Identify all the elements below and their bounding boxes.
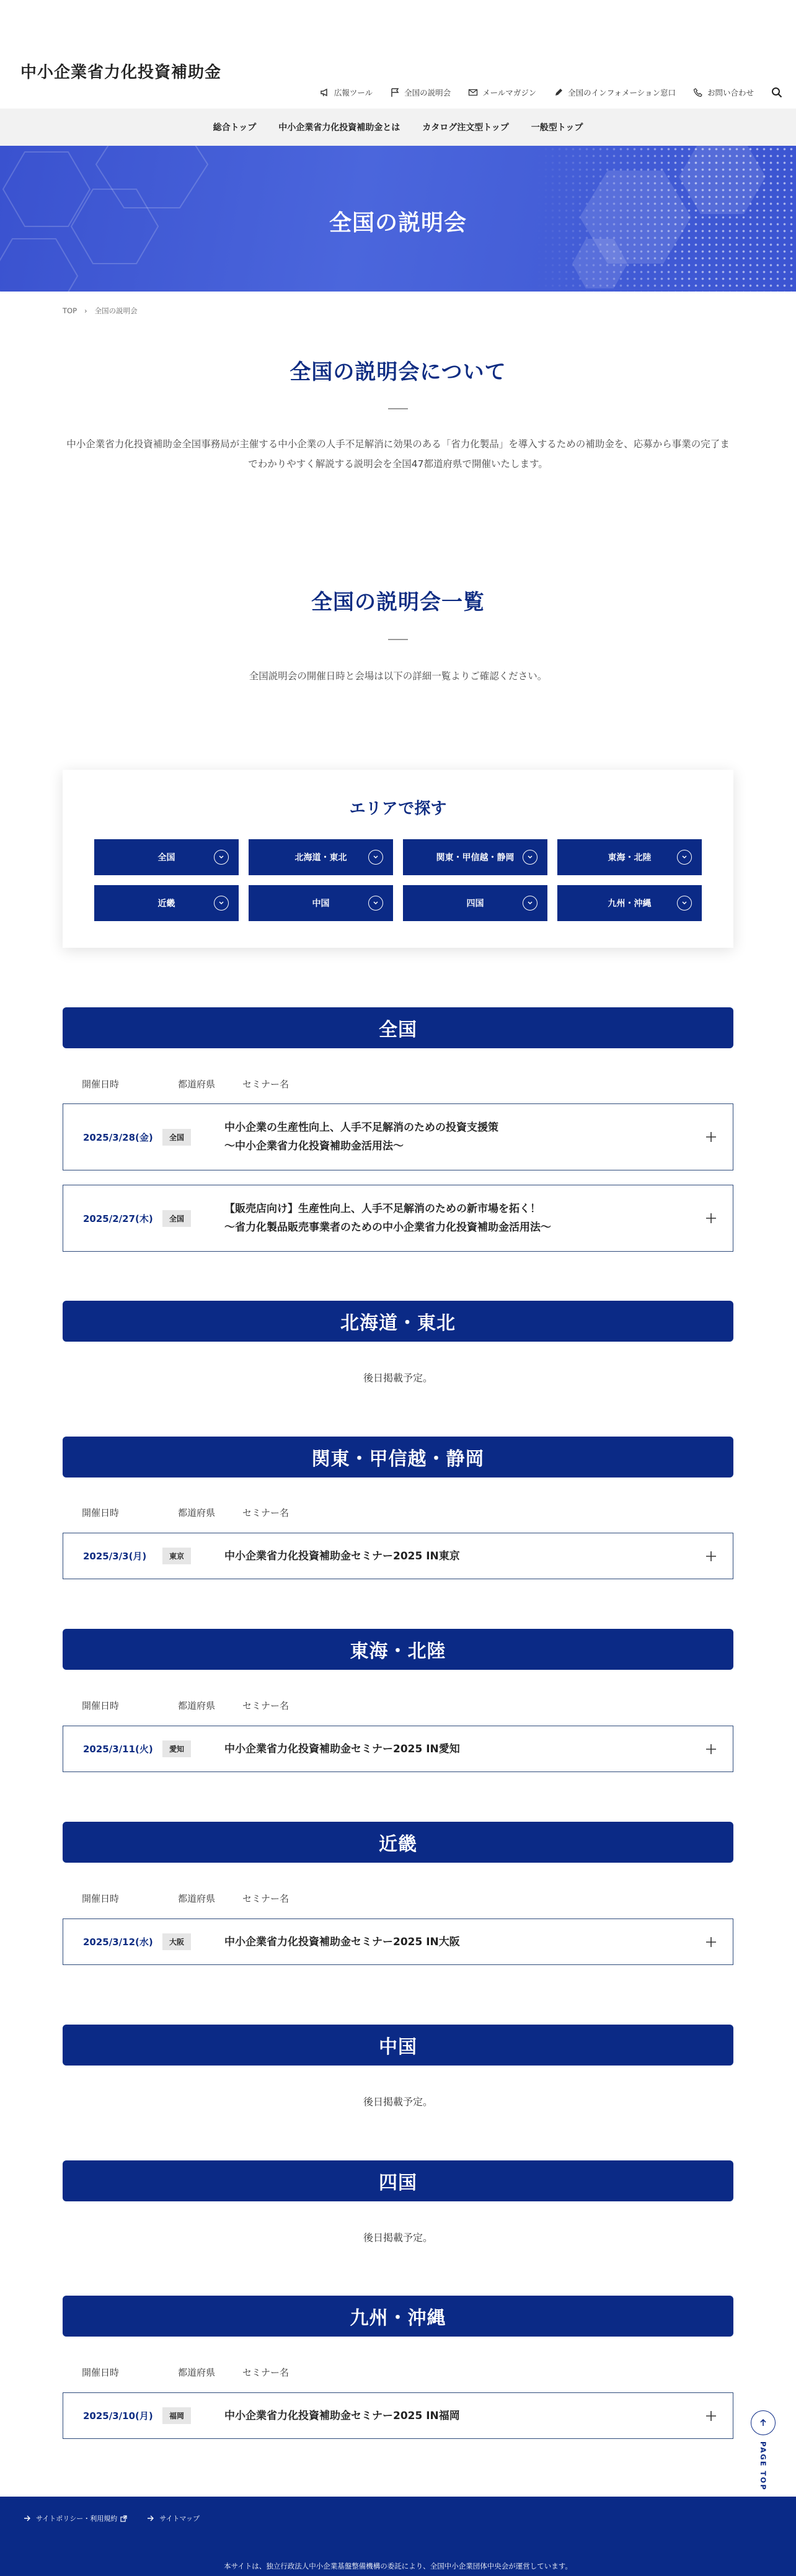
footer-link-label: サイトポリシー・利用規約	[36, 2515, 118, 2523]
footer-link-label: サイトマップ	[159, 2515, 200, 2523]
area-search-box	[63, 770, 733, 948]
column-headers	[82, 2366, 289, 2379]
mail-icon	[468, 87, 478, 97]
title-divider	[388, 408, 408, 409]
seminar-pref	[162, 1740, 224, 1757]
chevron-down-icon	[523, 850, 537, 865]
column-header-pref: 都道府県	[178, 1079, 216, 1090]
seminar-name	[224, 1118, 689, 1156]
search-button[interactable]	[771, 87, 782, 98]
chevron-down-icon	[677, 850, 692, 865]
column-header-date: 開催日時	[82, 1079, 120, 1090]
footer-note: 本サイトは、独立行政法人中小企業基盤整備機構の委託により、全国中小企業団体中央会が運営しています。	[224, 2562, 572, 2570]
util-nav-info-desk[interactable]	[554, 87, 676, 98]
breadcrumb	[63, 306, 138, 316]
seminar-date: 2025/3/12(水)	[83, 1936, 153, 1948]
column-header-name: セミナー名	[242, 1507, 290, 1518]
seminar-title: 【販売店向け】生産性向上、人手不足解消のための新市場を拓く！	[224, 1203, 541, 1215]
expand-button[interactable]	[689, 2410, 733, 2422]
area-button-kyushu-okinawa[interactable]	[557, 885, 702, 921]
seminar-name	[224, 1200, 689, 1237]
arrow-up-icon	[751, 2410, 776, 2435]
util-nav-label: お問い合わせ	[707, 88, 754, 97]
site-header	[0, 0, 796, 109]
page-top-button[interactable]	[751, 2410, 776, 2491]
area-button-national[interactable]	[94, 839, 239, 875]
seminar-row[interactable]	[63, 2392, 733, 2439]
seminar-title: 中小企業の生産性向上、人手不足解消のための投資支援策	[224, 1121, 498, 1134]
pref-badge: 大阪	[162, 1933, 191, 1950]
page-title: 全国の説明会	[329, 210, 467, 236]
util-nav-pr-tools[interactable]	[320, 87, 373, 98]
footer-links	[24, 2513, 219, 2523]
global-nav-item-catalog[interactable]: カタログ注文型トップ	[422, 123, 509, 133]
seminar-row[interactable]	[63, 1919, 733, 1965]
column-header-pref: 都道府県	[178, 1893, 216, 1904]
column-header-date: 開催日時	[82, 1700, 120, 1711]
seminar-title: 中小企業省力化投資補助金セミナー2025 IN福岡	[224, 2409, 460, 2422]
expand-button[interactable]	[689, 1744, 733, 1755]
region-heading-national: 全国	[63, 1007, 733, 1048]
footer-link-sitemap[interactable]	[147, 2513, 200, 2523]
plus-icon	[705, 1213, 717, 1224]
pen-icon	[554, 87, 564, 97]
plus-icon	[705, 1551, 717, 1562]
seminar-date: 2025/3/3(月)	[83, 1551, 147, 1562]
column-header-date: 開催日時	[82, 1893, 120, 1904]
list-text: 全国説明会の開催日時と会場は以下の詳細一覧よりご確認ください。	[249, 671, 547, 682]
util-nav-label: 広報ツール	[334, 88, 373, 97]
site-footer	[0, 2497, 796, 2576]
title-divider	[388, 639, 408, 640]
util-nav-label: 全国の説明会	[404, 88, 451, 97]
hero-banner	[0, 146, 796, 292]
external-link-icon	[120, 2515, 127, 2522]
chevron-down-icon	[214, 896, 229, 911]
area-button-label: 四国	[466, 899, 484, 909]
area-button-label: 全国	[157, 853, 175, 863]
coming-soon-text: 後日掲載予定。	[363, 2232, 433, 2244]
column-header-name: セミナー名	[242, 1700, 290, 1711]
area-button-label: 中国	[312, 899, 330, 909]
seminar-date: 2025/3/11(火)	[83, 1744, 153, 1755]
column-header-pref: 都道府県	[178, 1507, 216, 1518]
expand-button[interactable]	[689, 1936, 733, 1948]
region-heading-hokkaido-tohoku: 北海道・東北	[63, 1301, 733, 1342]
util-nav-briefings[interactable]	[390, 87, 451, 98]
arrow-right-icon	[147, 2515, 154, 2521]
column-headers	[82, 1699, 289, 1712]
region-heading-shikoku: 四国	[63, 2160, 733, 2201]
pref-badge: 東京	[162, 1548, 191, 1564]
expand-button[interactable]	[689, 1551, 733, 1562]
seminar-pref	[162, 1933, 224, 1950]
column-header-pref: 都道府県	[178, 2367, 216, 2378]
site-title-link[interactable]: 中小企業省力化投資補助金	[20, 63, 222, 82]
seminar-pref	[162, 1548, 224, 1564]
seminar-row[interactable]	[63, 1726, 733, 1772]
megaphone-icon	[320, 87, 330, 97]
seminar-row[interactable]	[63, 1103, 733, 1170]
seminar-row[interactable]	[63, 1185, 733, 1252]
breadcrumb-current: 全国の説明会	[94, 306, 138, 315]
global-nav-item-top[interactable]: 総合トップ	[213, 123, 257, 133]
about-text: 中小企業省力化投資補助金全国事務局が主催する中小企業の人手不足解消に効果のある「省力化製品」を導入するための補助金を、応募から事業の完了までわかりやすく解説する説明会を全国47都道府県で開催いたします。	[66, 439, 730, 470]
seminar-title: 中小企業省力化投資補助金セミナー2025 IN愛知	[224, 1742, 460, 1755]
pref-badge: 全国	[162, 1210, 191, 1227]
flag-icon	[390, 87, 400, 97]
column-headers	[82, 1506, 289, 1519]
area-button-shikoku[interactable]	[403, 885, 547, 921]
region-heading-kyushu-okinawa: 九州・沖縄	[63, 2296, 733, 2337]
coming-soon-text: 後日掲載予定。	[363, 1372, 433, 1384]
global-nav-item-general[interactable]: 一般型トップ	[531, 123, 583, 133]
column-header-name: セミナー名	[242, 2367, 290, 2378]
chevron-down-icon	[368, 850, 383, 865]
region-heading-tokai-hokuriku: 東海・北陸	[63, 1629, 733, 1670]
pref-badge: 全国	[162, 1129, 191, 1146]
pref-badge: 福岡	[162, 2407, 191, 2424]
page-top-label: PAGE TOP	[759, 2441, 767, 2491]
seminar-row[interactable]	[63, 1533, 733, 1579]
list-title: 全国の説明会一覧	[311, 590, 485, 615]
global-nav	[0, 109, 796, 146]
seminar-pref	[162, 1210, 224, 1227]
seminar-date: 2025/3/28(金)	[83, 1131, 153, 1143]
area-button-kanto[interactable]	[403, 839, 547, 875]
chevron-right-icon: ›	[84, 306, 87, 315]
seminar-date: 2025/2/27(木)	[83, 1213, 153, 1224]
area-button-label: 北海道・東北	[294, 853, 347, 863]
footer-link-site-policy[interactable]	[24, 2513, 127, 2523]
seminar-date: 2025/3/10(月)	[83, 2410, 153, 2422]
breadcrumb-home[interactable]: TOP	[63, 306, 77, 315]
region-heading-kinki: 近畿	[63, 1822, 733, 1863]
plus-icon	[705, 1936, 717, 1948]
region-heading-kanto: 関東・甲信越・静岡	[63, 1437, 733, 1477]
expand-button[interactable]	[689, 1131, 733, 1143]
chevron-down-icon	[368, 896, 383, 911]
about-title: 全国の説明会について	[290, 360, 506, 385]
arrow-right-icon	[24, 2515, 31, 2521]
pref-badge: 愛知	[162, 1740, 191, 1757]
global-nav-item-about[interactable]: 中小企業省力化投資補助金とは	[278, 123, 400, 133]
chevron-down-icon	[523, 896, 537, 911]
column-headers	[82, 1892, 289, 1905]
search-icon	[771, 87, 782, 98]
area-button-label: 九州・沖縄	[608, 899, 652, 909]
area-button-label: 近畿	[157, 899, 175, 909]
column-header-date: 開催日時	[82, 1507, 120, 1518]
area-button-label: 東海・北陸	[608, 853, 652, 863]
util-nav-mail-magazine[interactable]	[468, 87, 536, 98]
column-header-pref: 都道府県	[178, 1700, 216, 1711]
seminar-pref	[162, 2407, 224, 2424]
plus-icon	[705, 1744, 717, 1755]
plus-icon	[705, 1131, 717, 1143]
column-header-name: セミナー名	[242, 1893, 290, 1904]
util-nav-contact[interactable]	[693, 87, 754, 98]
column-headers	[82, 1077, 289, 1090]
seminar-title: 中小企業省力化投資補助金セミナー2025 IN東京	[224, 1549, 460, 1562]
expand-button[interactable]	[689, 1213, 733, 1224]
utility-nav	[303, 87, 782, 98]
area-button-label: 関東・甲信越・静岡	[436, 853, 515, 863]
plus-icon	[705, 2410, 717, 2422]
util-nav-label: 全国のインフォメーション窓口	[568, 88, 676, 97]
region-heading-chugoku: 中国	[63, 2025, 733, 2066]
area-button-hokkaido-tohoku[interactable]	[249, 839, 393, 875]
phone-icon	[693, 87, 703, 97]
area-search-title: エリアで探す	[349, 800, 447, 818]
area-button-chugoku[interactable]	[249, 885, 393, 921]
area-button-kinki[interactable]	[94, 885, 239, 921]
area-button-grid	[94, 839, 702, 921]
column-header-date: 開催日時	[82, 2367, 120, 2378]
chevron-down-icon	[214, 850, 229, 865]
seminar-subtitle: 〜省力化製品販売事業者のための中小企業省力化投資補助金活用法〜	[224, 1221, 551, 1234]
coming-soon-text: 後日掲載予定。	[363, 2096, 433, 2108]
column-header-name: セミナー名	[242, 1079, 290, 1090]
seminar-pref	[162, 1129, 224, 1146]
seminar-subtitle: 〜中小企業省力化投資補助金活用法〜	[224, 1140, 404, 1152]
seminar-title: 中小企業省力化投資補助金セミナー2025 IN大阪	[224, 1935, 460, 1948]
area-button-tokai-hokuriku[interactable]	[557, 839, 702, 875]
chevron-down-icon	[677, 896, 692, 911]
util-nav-label: メールマガジン	[482, 88, 537, 97]
